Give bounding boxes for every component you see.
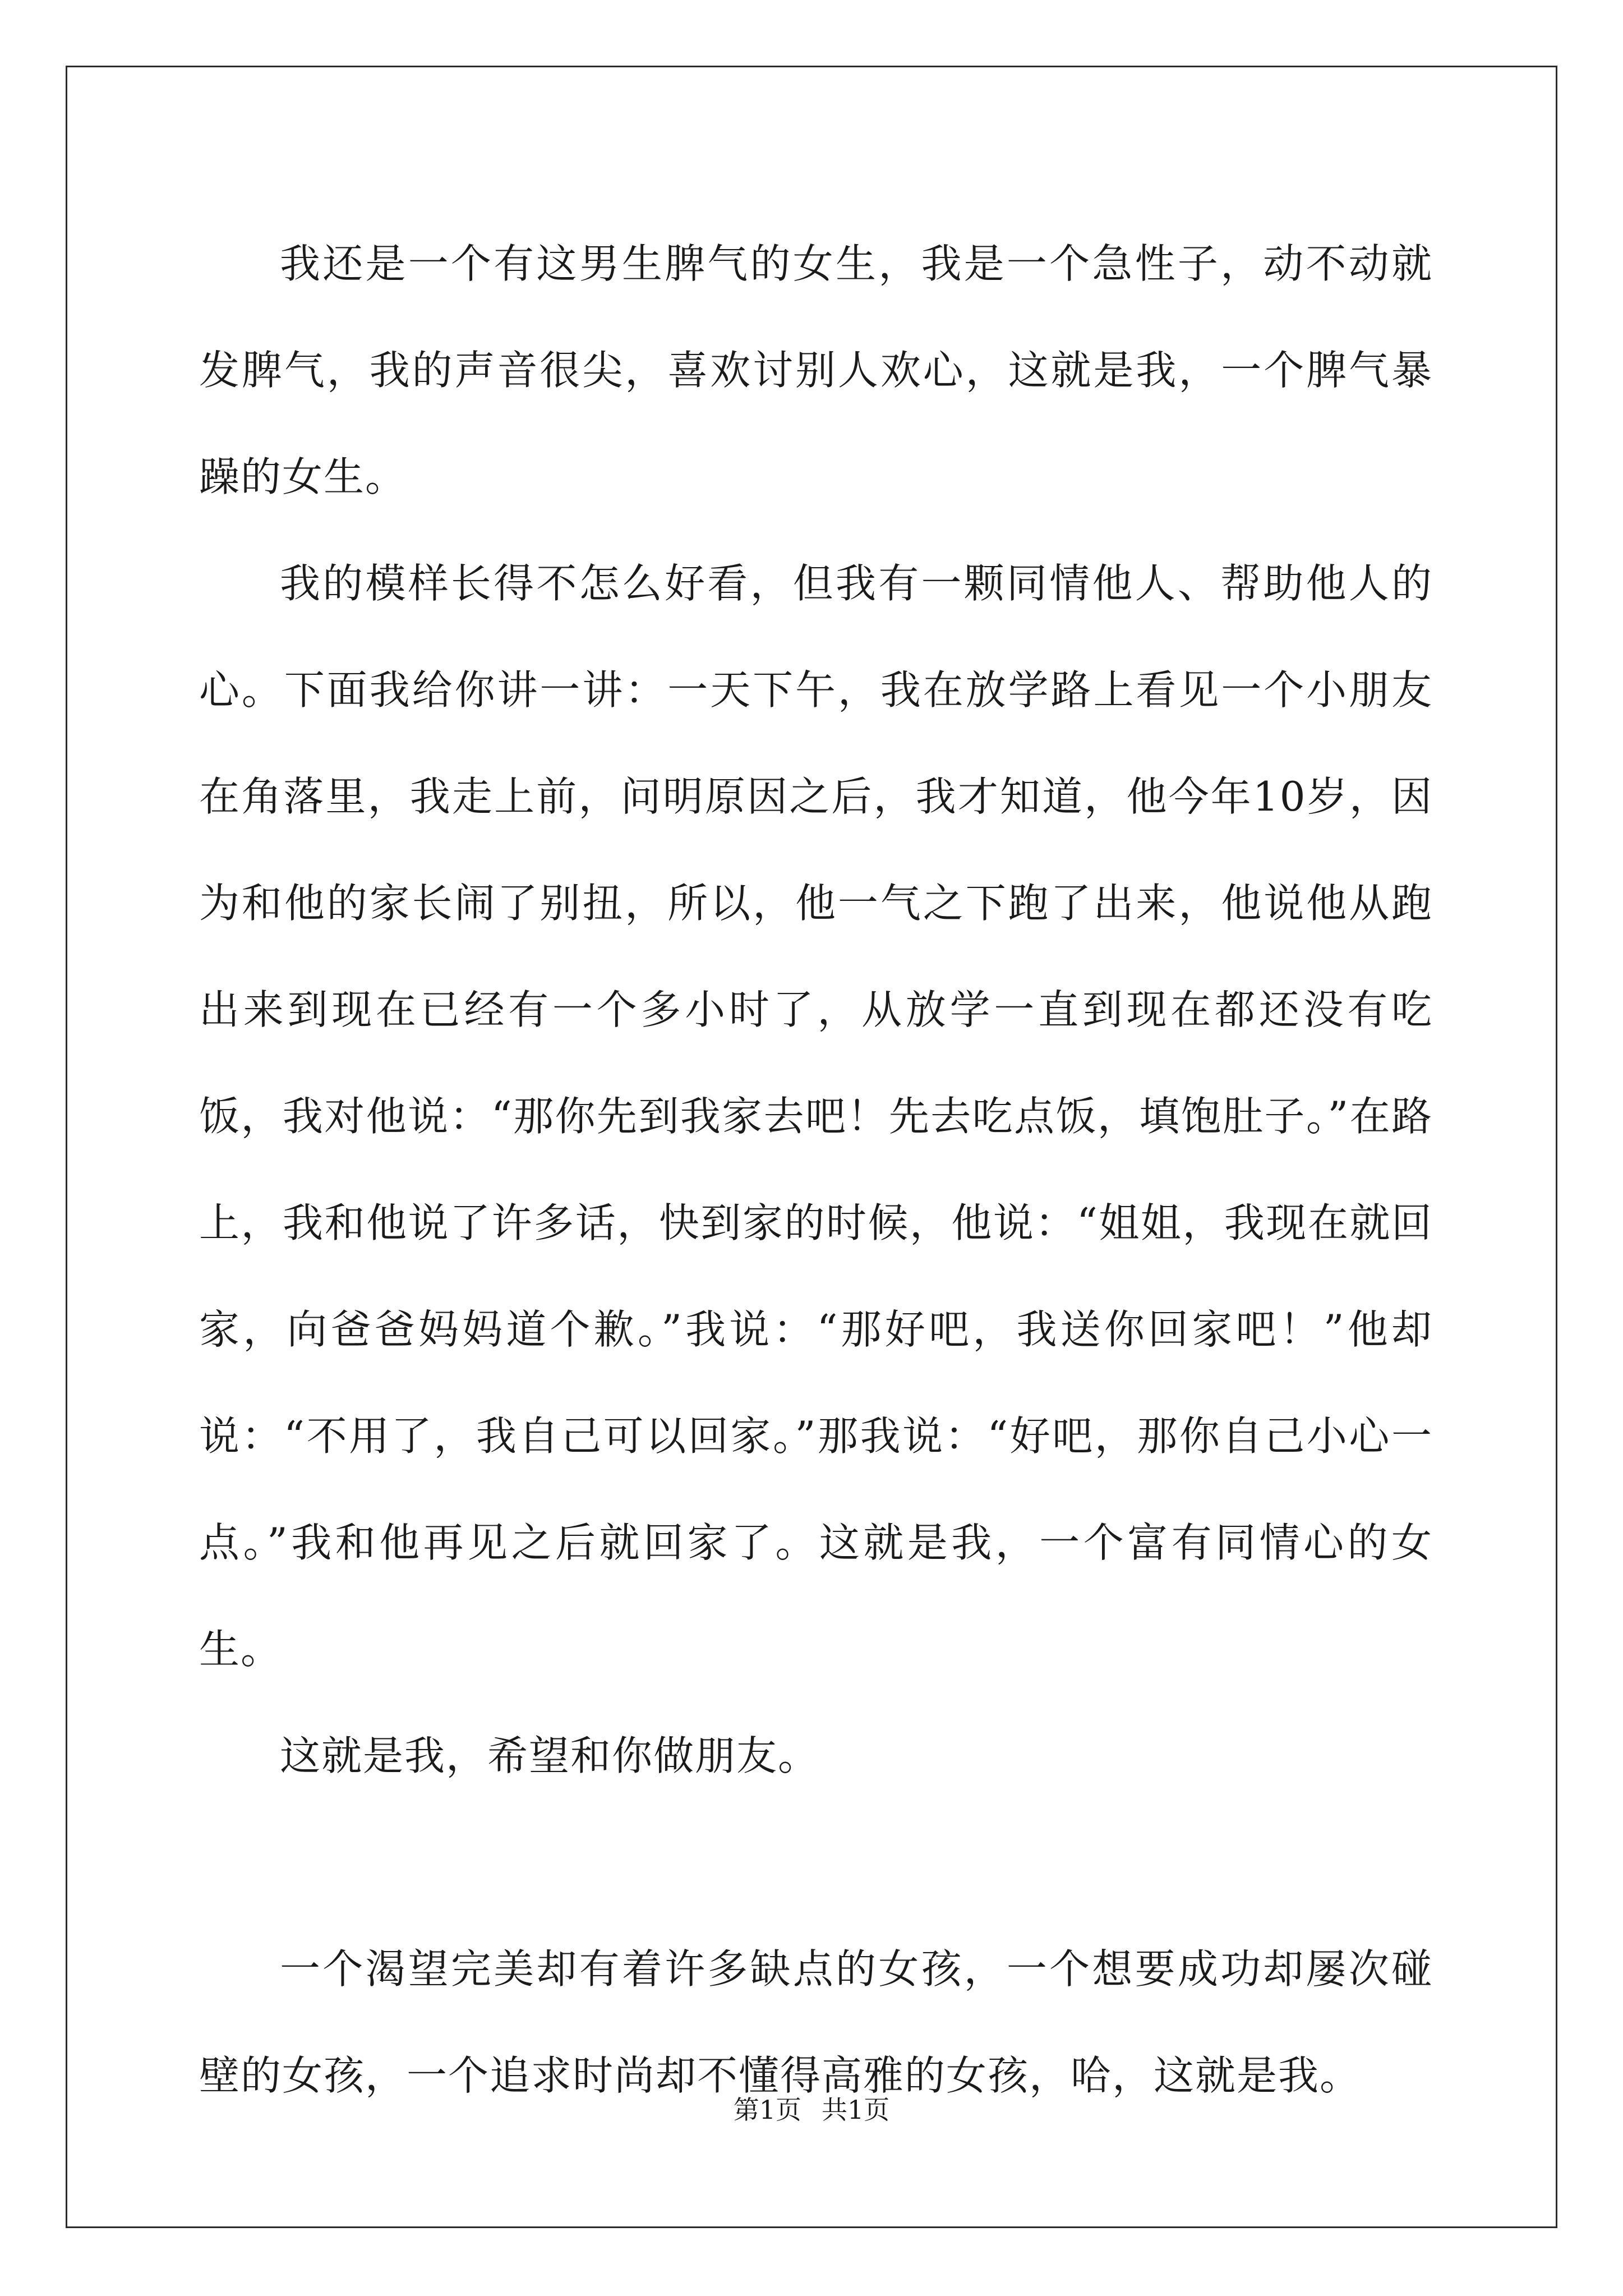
paragraph-gap xyxy=(199,1809,1433,1916)
paragraph-friendship: 这就是我，希望和你做朋友。 xyxy=(280,1732,820,1779)
paragraph-temper: 我还是一个有这男生脾气的女生，我是一个急性子，动不动就发脾气，我的声音很尖，喜欢讨别人欢心，这就是我，一个脾气暴躁的女生。 xyxy=(199,240,1433,500)
paragraph-compassion: 我的模样长得不怎么好看，但我有一颗同情他人、帮助他人的心。下面我给你讲一讲：一天下午，我在放学路上看见一个小朋友在角落里，我走上前，问明原因之后，我才知道，他今年10岁，因为和他的家长闹了别扭，所以，他一气之下跑了出来，他说他从跑出来到现在已经有一个多小时了，从放学一直到现在都还没有吃饭，我对他说：“那你先到我家去吧！先去吃点饭，填饱肚子。”在路上，我和他说了许多话，快到家的时候，他说：“姐姐，我现在就回家，向爸爸妈妈道个歉。”我说：“那好吧，我送你回家吧！”他却说：“不用了，我自己可以回家。”那我说：“好吧，那你自己小心一点。”我和他再见之后就回家了。这就是我，一个富有同情心的女生。 xyxy=(199,560,1433,1673)
document-body xyxy=(199,210,1433,2129)
page-number-total: 共1页 xyxy=(822,2095,890,2125)
paragraph-self-portrait: 一个渴望完美却有着许多缺点的女孩，一个想要成功却屡次碰壁的女孩，一个追求时尚却不懂得高雅的女孩，哈，这就是我。 xyxy=(199,1945,1433,2099)
page-number-current: 第1页 xyxy=(733,2095,801,2125)
page-footer xyxy=(0,2090,1623,2127)
